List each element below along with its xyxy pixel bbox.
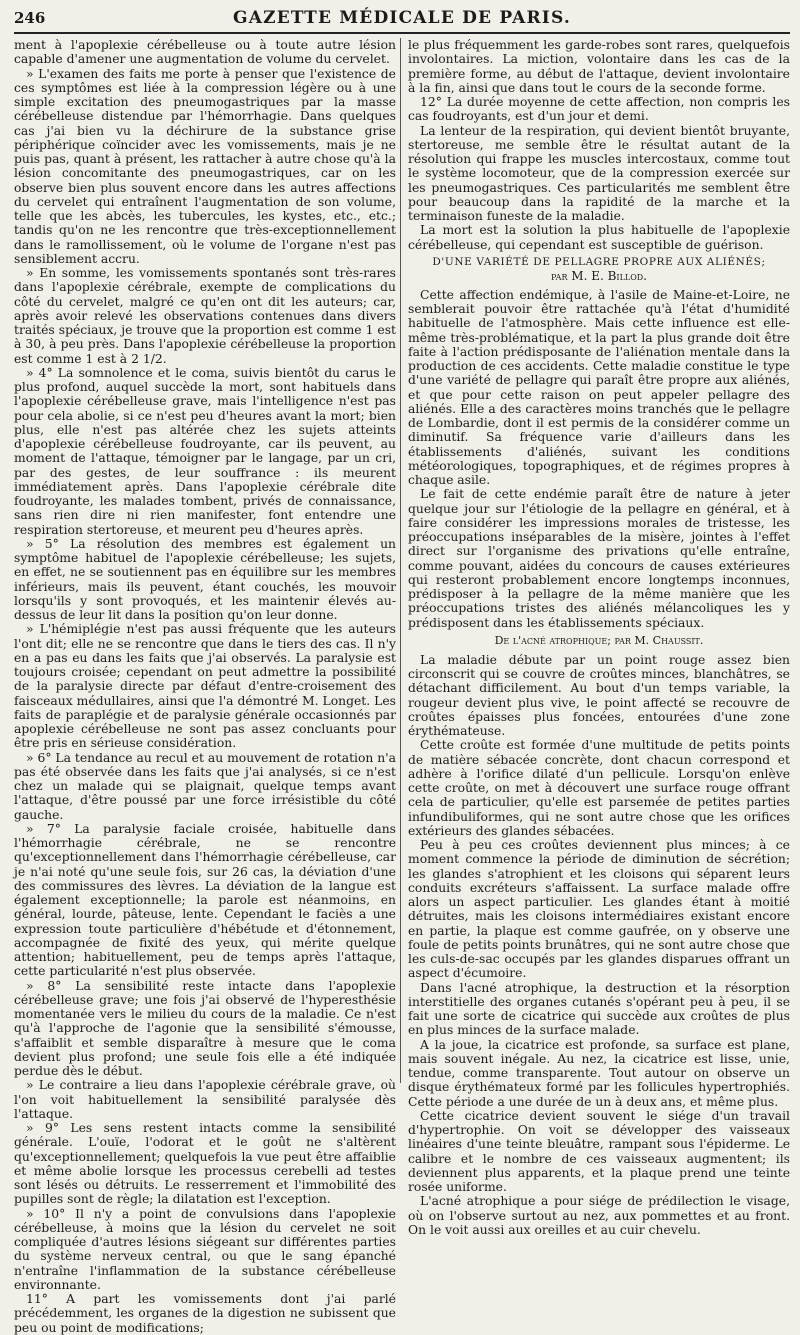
paragraph: Cette affection endémique, à l'asile de Maine-et-Loire, ne semblerait pouvoir être rattachée qu'à l'état d'humidité habituelle de l'atmosphère. Mais cette influence est elle-même très-problématique, et la part la plus grande doit être faite à l'action prédisposante de l'aliénation mentale dans la production de ces accidents. Cette maladie constitue le type d'une variété de pellagre qui paraît être propre aux aliénés, et que pour cette raison on peut appeler pellagre des aliénés. Elle a des caractères moins tranchés que le pellagre de Lombardie, dont il est permis de la considérer comme un diminutif. Sa fréquence varie d'ailleurs dans les établissements d'aliénés, suivant les conditions météorologiques, topographiques, et de régimes propres à chaque asile. [408,287,790,487]
paragraph: Cette croûte est formée d'une multitude de petits points de matière sébacée concrète, dont chacun correspond et adhère à l'orifice dilaté d'un pellicule. Lorsqu'on enlève cette croûte, on met à découvert une surface rouge offrant cela de particulier, qu'elle est parsemée de petites parties infundibuliformes, qui ne sont autre chose que les orifices extérieurs des glandes sébacées. [408,738,790,838]
paragraph: » 7° La paralysie faciale croisée, habituelle dans l'hémorrhagie cérébrale, ne se rencontre qu'exceptionnellement dans l'hémorrhagie cérébelleuse, car je n'ai noté qu'une seule fois, sur 26 cas, la déviation d'une des commissures des lèvres. La déviation de la langue est également exceptionnelle; la parole est néanmoins, en général, lourde, pâteuse, lente. Cependant le faciès a une expression toute particulière d'hébétude et d'étonnement, accompagnée de fixité des yeux, qui mérite quelque attention; habituellement, peu de temps après l'attaque, cette particularité n'est plus observée. [14,821,396,979]
right-column [406,38,790,1237]
article-title-pellagre: D'UNE VARIÉTÉ DE PELLAGRE PROPRE AUX ALIÉNÉS; [432,255,766,268]
page-number: 246 [14,9,46,27]
paragraph: » 10° Il n'y a point de convulsions dans l'apoplexie cérébelleuse, à moins que la lésion du cervelet ne soit compliquée d'autres lésions siégeant sur différentes parties du système nerveux central, ou que le sang épanché n'entraîne l'inflammation de la substance cérébelleuse environnante. [14,1206,396,1292]
paragraph: » 4° La somnolence et le coma, suivis bientôt du carus le plus profond, auquel succède la mort, sont habituels dans l'apoplexie cérébelleuse grave, mais l'intelligence n'est pas pour cela abolie, si ce n'est peu d'heures avant la mort; bien plus, elle n'est pas altérée chez les sujets atteints d'apoplexie cérébelleuse foudroyante, car ils peuvent, au moment de l'attaque, témoigner par le langage, par un cri, par des gestes, de leur souffrance : ils meurent immédiatement après. Dans l'apoplexie cérébrale dite foudroyante, les malades tombent, privés de connaissance, sans rien dire ni rien manifester, font entendre une respiration stertoreuse, et meurent peu d'heures après. [14,365,396,537]
paragraph: Dans l'acné atrophique, la destruction et la résorption interstitielle des organes cutanés s'opérant peu à peu, il se fait une sorte de cicatrice qui succède aux croûtes de plus en plus minces de la surface malade. [408,980,790,1038]
paragraph: La mort est la solution la plus habituelle de l'apoplexie cérébelleuse, qui cependant est susceptible de guérison. [408,223,790,252]
paragraph: La maladie débute par un point rouge assez bien circonscrit qui se couvre de croûtes minces, blanchâtres, se détachant difficilement. Au bout d'un temps variable, la rougeur devient plus vive, le point affecté se recouvre de croûtes épaisses plus foncées, entourées d'une zone érythémateuse. [408,652,790,738]
paragraph: 11° A part les vomissements dont j'ai parlé précédemment, les organes de la digestion ne subissent que peu ou point de modifications; [14,1292,396,1335]
article-author-pellagre: par M. E. Billod. [551,268,647,283]
article-title-acne: De l'acné atrophique; par M. Chaussit. [494,633,704,647]
paragraph: » 8° La sensibilité reste intacte dans l'apoplexie cérébelleuse grave; une fois j'ai observé de l'hyperesthésie momentanée vers le milieu du cours de la maladie. Ce n'est qu'à l'approche de l'agonie que la sensibilité s'émousse, s'affaiblit et semble disparaître à mesure que le coma devient plus profond; une seule fois elle a été indiquée perdue dès le début. [14,978,396,1078]
paragraph: » L'hémiplégie n'est pas aussi fréquente que les auteurs l'ont dit; elle ne se rencontre que dans le tiers des cas. Il n'y en a pas eu dans les faits que j'ai observés. La paralysie est toujours croisée; cependant on peut admettre la possibilité de la paralysie directe par défaut d'entre-croisement des faisceaux médullaires, ainsi que l'a démontré M. Longet. Les faits de paraplégie et de paralysie générale occasionnés par apoplexie cérébelleuse ne sont pas assez concluants pour être pris en sérieuse considération. [14,622,396,751]
left-column [14,38,396,1335]
paragraph: Peu à peu ces croûtes deviennent plus minces; à ce moment commence la période de diminution de sécrétion; les glandes s'atrophient et les cloisons qui séparent leurs conduits excréteurs s'affaissent. La surface malade offre alors un aspect particulier. Les glandes étant à moitié détruites, mais les cloisons intermédiaires existant encore en partie, la plaque est comme gaufrée, on y observe une foule de petits points brunâtres, qui ne sont autre chose que les culs-de-sac occupés par les glandes disparues offrant un aspect d'écumoire. [408,838,790,981]
paragraph: Cette cicatrice devient souvent le siége d'un travail d'hypertrophie. On voit se développer des vaisseaux linéaires d'une teinte bleuâtre, rampant sous l'épiderme. Le calibre et le nombre de ces vaisseaux augmentent; ils deviennent plus apparents, et la plaque prend une teinte rosée uniforme. [408,1108,790,1194]
paragraph: L'acné atrophique a pour siége de prédilection le visage, où on l'observe surtout au nez, aux pommettes et au front. On le voit aussi aux oreilles et au cuir chevelu. [408,1194,790,1237]
paragraph: » 9° Les sens restent intacts comme la sensibilité générale. L'ouïe, l'odorat et le goût ne s'altèrent qu'exceptionnellement; quelquefois la vue peut être affaiblie et même abolie lorsque les processus cerebelli ad testes sont lésés ou détruits. Le resserrement et l'immobilité des pupilles sont de règle; la dilatation est l'exception. [14,1121,396,1207]
text-columns [14,38,790,1335]
paragraph: A la joue, la cicatrice est profonde, sa surface est plane, mais souvent inégale. Au nez, la cicatrice est lisse, unie, tendue, comme transparente. Tout autour on observe un disque érythémateux formé par les follicules hypertrophiés. Cette période a une durée de un à deux ans, et même plus. [408,1037,790,1109]
paragraph: » 5° La résolution des membres est également un symptôme habituel de l'apoplexie cérébelleuse; les sujets, en effet, ne se soutiennent pas en équilibre sur les membres inférieurs, mais ils peuvent, étant couchés, les mouvoir lorsqu'ils y sont provoqués, et les maintenir élevés au-dessus de leur lit dans la position qu'on leur donne. [14,536,396,622]
paragraph: » 6° La tendance au recul et au mouvement de rotation n'a pas été observée dans les faits que j'ai analysés, si ce n'est chez un malade qui se plaignait, quelque temps avant l'attaque, d'être poussé par une force irrésistible du côté gauche. [14,750,396,822]
paragraph: La lenteur de la respiration, qui devient bientôt bruyante, stertoreuse, me semble être le résultat autant de la résolution qui frappe les muscles intercostaux, comme tout le système locomoteur, que de la compression exercée sur les pneumogastriques. Ces particularités me semblent être pour beaucoup dans la rapidité de la marche et la terminaison funeste de la maladie. [408,123,790,223]
paragraph: » En somme, les vomissements spontanés sont très-rares dans l'apoplexie cérébrale, exempte de complications du côté du cervelet, malgré ce qu'en ont dit les auteurs; car, après avoir relevé les observations contenues dans divers traités spéciaux, je trouve que la proportion est comme 1 est à 30, à peu près. Dans l'apoplexie cérébelleuse la proportion est comme 1 est à 2 1/2. [14,266,396,366]
paragraph: 12° La durée moyenne de cette affection, non compris les cas foudroyants, est d'un jour et demi. [408,95,790,124]
paragraph: le plus fréquemment les garde-robes sont rares, quelquefois involontaires. La miction, volontaire dans les cas de la première forme, au début de l'attaque, devient involontaire à la fin, ainsi que dans tout le cours de la seconde forme. [408,38,790,95]
paragraph: » L'examen des faits me porte à penser que l'existence de ces symptômes est liée à la compression légère ou à une simple excitation des pneumogastriques par la masse cérébelleuse distendue par l'hémorrhagie. Dans quelques cas j'ai bien vu la déchirure de la substance grise périphérique coïncider avec les vomissements, mais je ne puis pas, quant à présent, les rattacher à autre chose qu'à la lésion concomitante des pneumogastriques, car on les observe bien plus souvent encore dans les autres affections du cervelet qui entraînent l'augmentation de son volume, telle que les abcès, les tubercules, les kystes, etc., etc.; tandis qu'on ne les rencontre que très-exceptionnellement dans le ramollissement, où le volume de l'organe n'est pas sensiblement accru. [14,66,396,266]
running-title: GAZETTE MÉDICALE DE PARIS. [233,8,571,28]
paragraph: » Le contraire a lieu dans l'apoplexie cérébrale grave, où l'on voit habituellement la sensibilité paralysée dès l'attaque. [14,1078,396,1121]
paragraph: ment à l'apoplexie cérébelleuse ou à toute autre lésion capable d'amener une augmentation de volume du cervelet. [14,38,396,67]
paragraph: Le fait de cette endémie paraît être de nature à jeter quelque jour sur l'étiologie de la pellagre en général, et à faire considérer les impressions morales de tristesse, les préoccupations inséparables de la misère, jointes à l'effet direct sur l'organisme des privations qu'elle entraîne, comme pouvant, aidées du concours de causes extérieures qui resteront probablement encore longtemps inconnues, prédisposer à la pellagre de la même manière que les préoccupations tristes des aliénés mélancoliques les y prédisposent dans les établissements spéciaux. [408,487,790,630]
page-header [14,0,790,34]
